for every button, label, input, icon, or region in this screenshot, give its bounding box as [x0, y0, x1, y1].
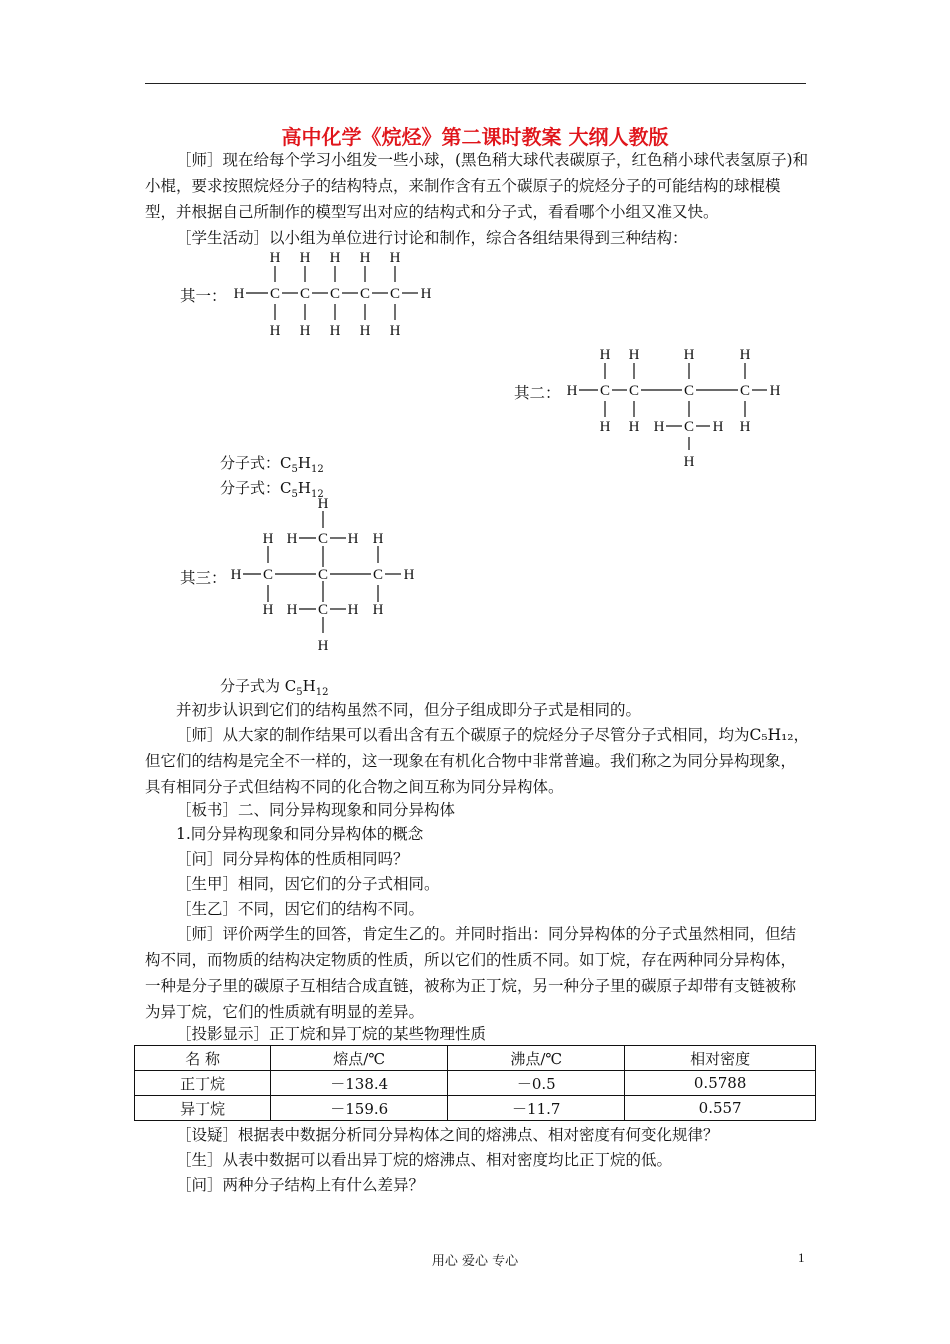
atom-c: C — [317, 567, 329, 583]
paragraph-isomerism-definition: ［师］从大家的制作结果可以看出含有五个碳原子的烷烃分子尽管分子式相同，均为C₅H₁₂，但它们的结构是完全不一样的，这一现象在有机化合物中非常普遍。我们称之为同分异构现象，具有相同分子式但结构不同的化合物之间互称为同分异构体。 — [145, 726, 810, 796]
atom-h: H — [389, 323, 401, 339]
table-header-cell: 相对密度 — [625, 1046, 816, 1071]
formula-3: 分子式为 $C_5H_{12}$ — [220, 677, 329, 698]
paragraph-student-answer: ［生］从表中数据可以看出异丁烷的熔沸点、相对密度均比正丁烷的低。 — [176, 1151, 673, 1169]
atom-c: C — [683, 383, 695, 399]
atom-h: H — [389, 250, 401, 266]
atom-c: C — [683, 419, 695, 435]
atom-c: C — [317, 602, 329, 618]
atom-h: H — [739, 347, 751, 363]
atom-c: C — [329, 286, 341, 302]
atom-h: H — [299, 250, 311, 266]
atom-h: H — [269, 250, 281, 266]
table-cell: 正丁烷 — [135, 1071, 271, 1096]
atom-c: C — [299, 286, 311, 302]
table-row — [135, 1096, 816, 1121]
structure-2-label: 其二： — [514, 384, 561, 402]
table-header-cell: 沸点/℃ — [448, 1046, 625, 1071]
atom-h: H — [299, 323, 311, 339]
atom-h: H — [739, 419, 751, 435]
paragraph-projection: ［投影显示］正丁烷和异丁烷的某些物理性质 — [176, 1025, 487, 1043]
atom-h: H — [230, 567, 242, 583]
atom-h: H — [628, 347, 640, 363]
atom-h: H — [329, 250, 341, 266]
paragraph-student-b: ［生乙］不同，因它们的结构不同。 — [176, 900, 425, 918]
table-cell: －159.6 — [271, 1096, 448, 1121]
paragraph-blackboard: ［板书］二、同分异构现象和同分异构体 — [176, 801, 456, 819]
atom-h: H — [420, 286, 432, 302]
paragraph-concept-heading: 1.同分异构现象和同分异构体的概念 — [176, 825, 424, 843]
paragraph-student-a: ［生甲］相同，因它们的分子式相同。 — [176, 875, 440, 893]
atom-h: H — [286, 602, 298, 618]
atom-h: H — [269, 323, 281, 339]
page-number: 1 — [798, 1250, 805, 1265]
atom-h: H — [317, 496, 329, 512]
table-header-cell: 熔点/℃ — [271, 1046, 448, 1071]
atom-h: H — [329, 323, 341, 339]
atom-c: C — [389, 286, 401, 302]
atom-c: C — [269, 286, 281, 302]
atom-h: H — [769, 383, 781, 399]
formula-2: 分子式：$C_5H_{12}$ — [220, 479, 324, 500]
formula-1: 分子式：$C_5H_{12}$ — [220, 454, 324, 475]
structure-1-label: 其一： — [180, 287, 227, 305]
atom-c: C — [599, 383, 611, 399]
atom-h: H — [372, 602, 384, 618]
atom-h: H — [359, 323, 371, 339]
table-cell: 异丁烷 — [135, 1096, 271, 1121]
paragraph-student-activity: ［学生活动］以小组为单位进行讨论和制作，综合各组结果得到三种结构： — [176, 229, 688, 247]
table-header-row — [135, 1046, 816, 1071]
atom-h: H — [628, 419, 640, 435]
atom-h: H — [286, 531, 298, 547]
atom-c: C — [739, 383, 751, 399]
atom-c: C — [372, 567, 384, 583]
header-rule — [145, 83, 806, 84]
atom-c: C — [628, 383, 640, 399]
atom-h: H — [683, 454, 695, 470]
table-cell: －11.7 — [448, 1096, 625, 1121]
atom-h: H — [347, 531, 359, 547]
table-header-cell: 名 称 — [135, 1046, 271, 1071]
page-footer: 用心 爱心 专心 — [431, 1254, 519, 1269]
table-cell: 0.557 — [625, 1096, 816, 1121]
table-row — [135, 1071, 816, 1096]
atom-h: H — [262, 531, 274, 547]
atom-h: H — [372, 531, 384, 547]
atom-h: H — [317, 638, 329, 654]
structure-2-diagram — [565, 343, 790, 473]
paragraph-hypothesis: ［设疑］根据表中数据分析同分异构体之间的熔沸点、相对密度有何变化规律？ — [176, 1126, 719, 1144]
atom-h: H — [566, 383, 578, 399]
table-cell: －0.5 — [448, 1071, 625, 1096]
paragraph-teacher-intro: ［师］现在给每个学习小组发一些小球，(黑色稍大球代表碳原子，红色稍小球代表氢原子)和小棍，要求按照烷烃分子的结构特点，来制作含有五个碳原子的烷烃分子的可能结构的球棍模型，并根据自己所制作的模型写出对应的结构式和分子式，看看哪个小组又准又快。 — [145, 151, 809, 221]
atom-h: H — [359, 250, 371, 266]
table-cell: 0.5788 — [625, 1071, 816, 1096]
atom-h: H — [233, 286, 245, 302]
atom-h: H — [403, 567, 415, 583]
atom-h: H — [599, 347, 611, 363]
atom-c: C — [359, 286, 371, 302]
atom-h: H — [683, 347, 695, 363]
paragraph-initial-understanding: 并初步认识到它们的结构虽然不同，但分子组成即分子式是相同的。 — [176, 701, 642, 719]
butane-properties-table — [134, 1045, 816, 1121]
structure-1-diagram — [232, 246, 442, 342]
atom-h: H — [262, 602, 274, 618]
structure-3-label: 其三： — [180, 569, 227, 587]
paragraph-final-question: ［问］两种分子结构上有什么差异？ — [176, 1176, 425, 1194]
atom-h: H — [653, 419, 665, 435]
structure-3-diagram — [229, 496, 429, 656]
paragraph-question: ［问］同分异构体的性质相同吗？ — [176, 850, 409, 868]
paragraph-teacher-evaluation: ［师］评价两学生的回答，肯定生乙的。并同时指出：同分异构体的分子式虽然相同，但结构不同，而物质的结构决定物质的性质，所以它们的性质不同。如丁烷，存在两种同分异构体，一种是分子里的碳原子互相结合成直链，被称为正丁烷，另一种分子里的碳原子却带有支链被称为异丁烷，它们的性质就有明显的差异。 — [145, 925, 797, 1021]
atom-h: H — [712, 419, 724, 435]
table-cell: －138.4 — [271, 1071, 448, 1096]
atom-h: H — [347, 602, 359, 618]
atom-c: C — [317, 531, 329, 547]
document-title: 高中化学《烷烃》第二课时教案 大纲人教版 — [281, 125, 669, 149]
atom-h: H — [599, 419, 611, 435]
atom-c: C — [262, 567, 274, 583]
